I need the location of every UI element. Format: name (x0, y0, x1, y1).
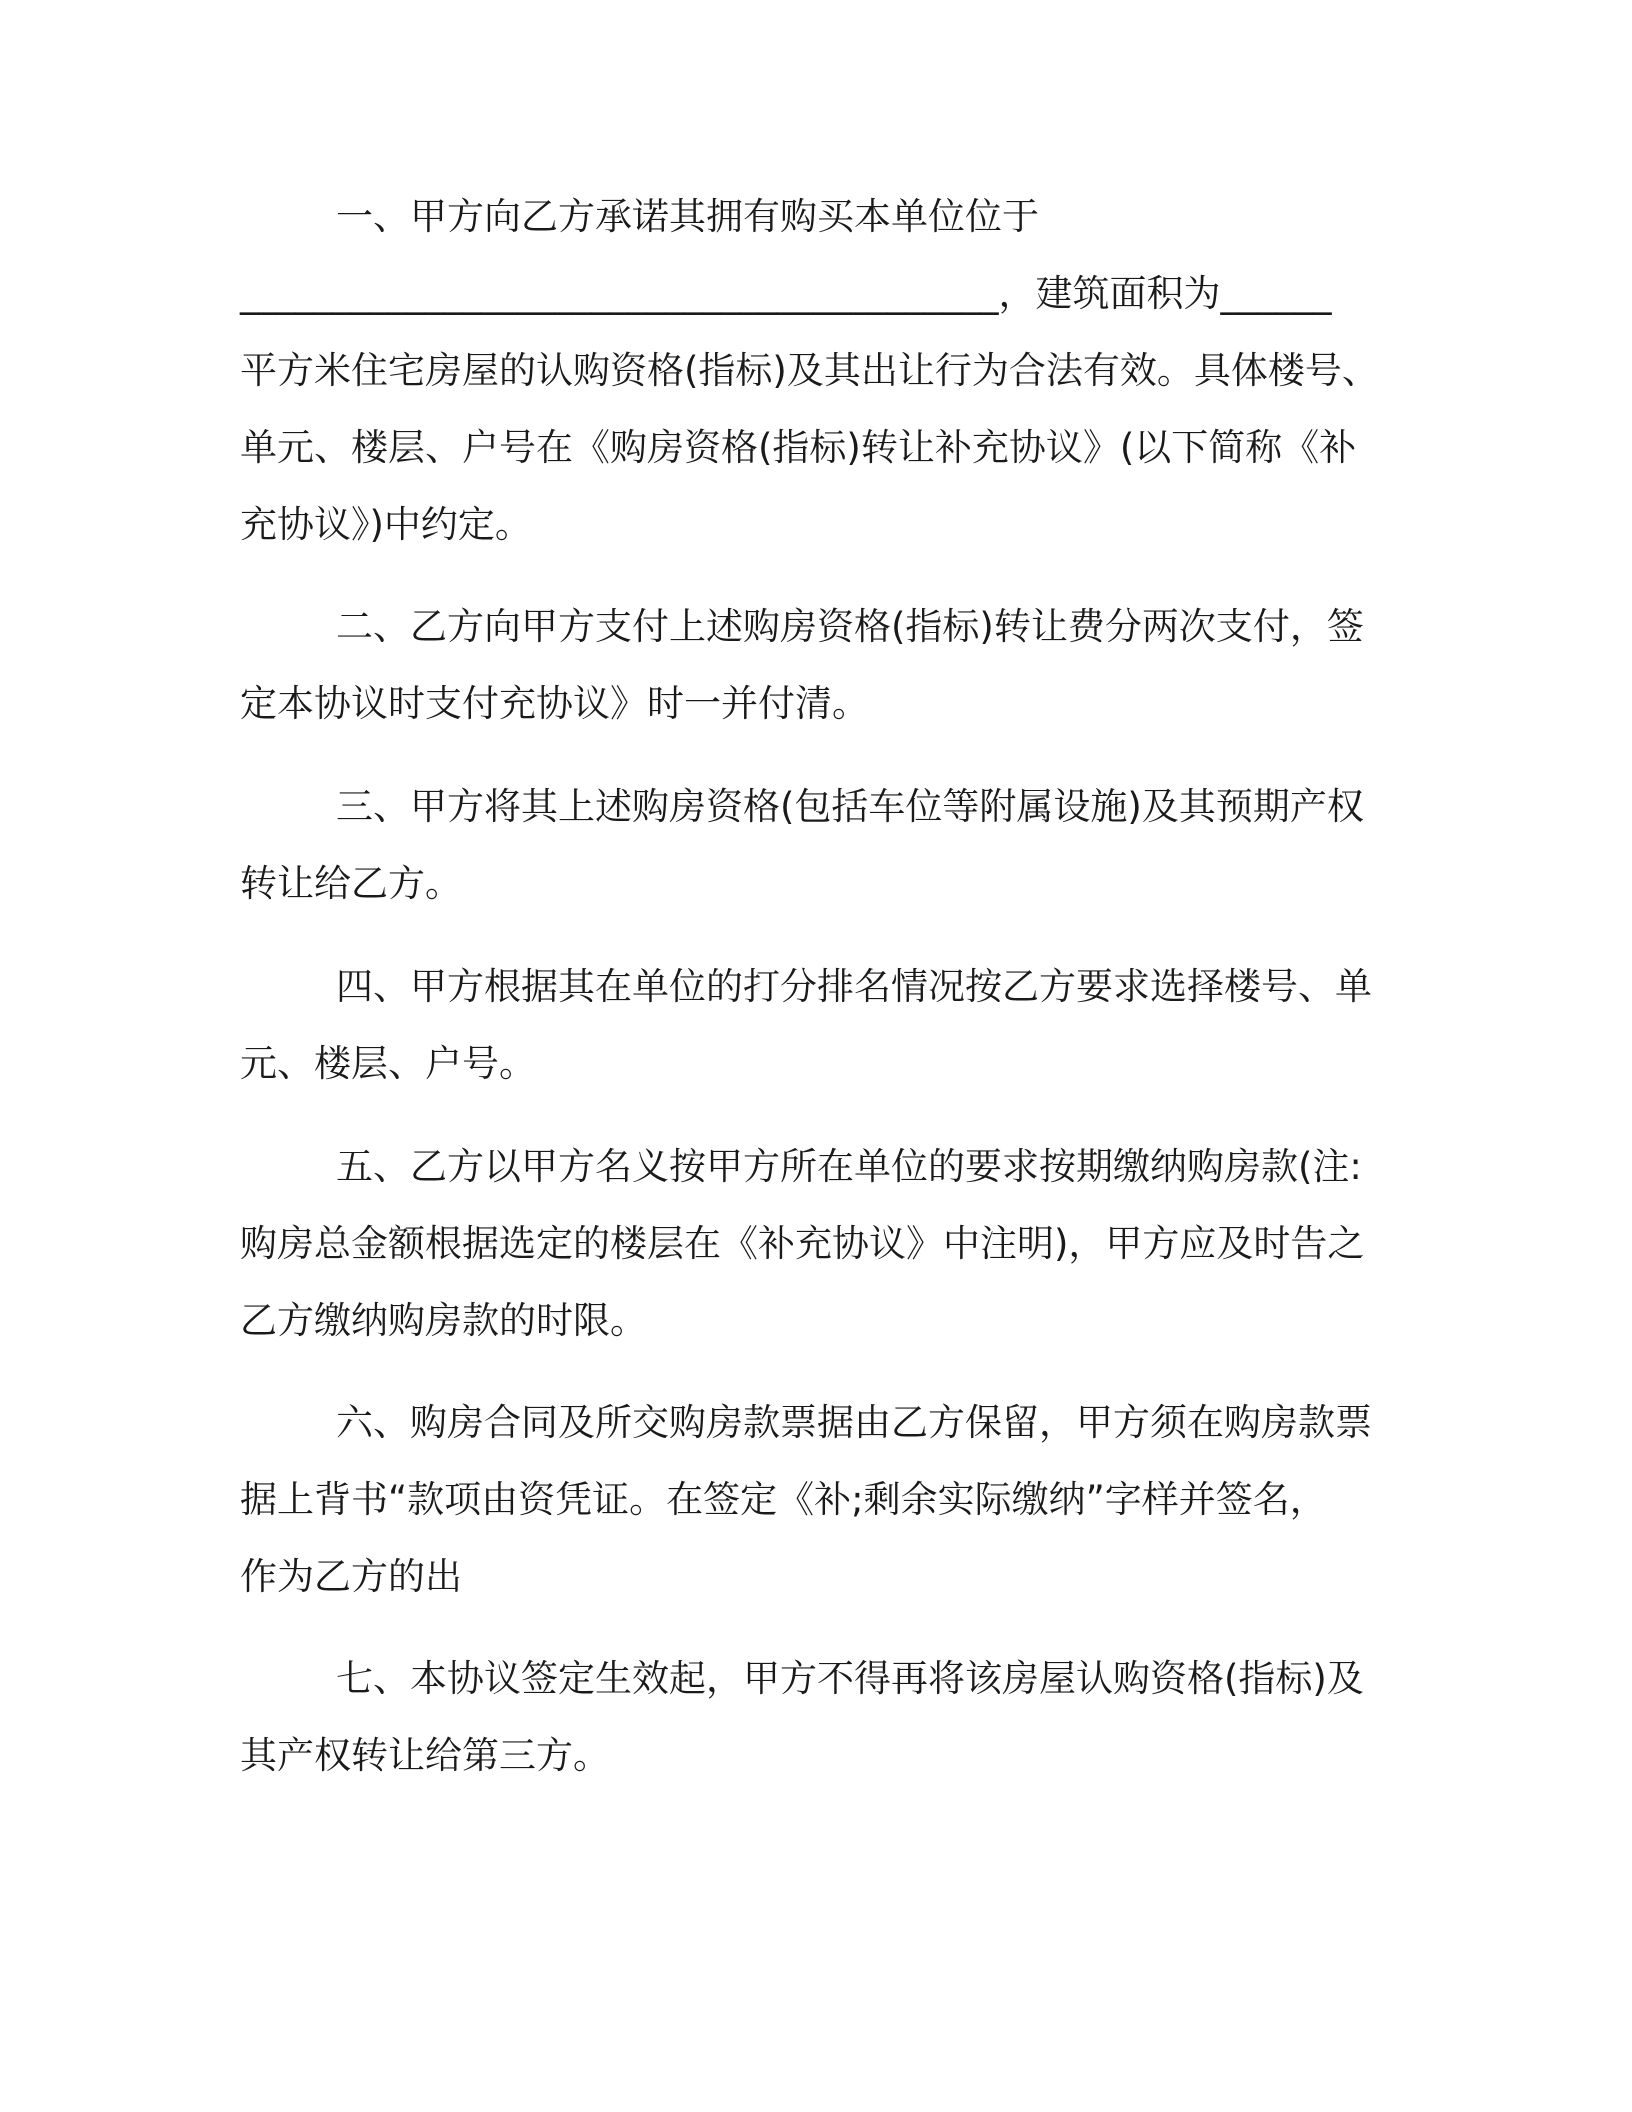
clause-5-line-3: 乙方缴纳购房款的时限。 (240, 1299, 647, 1342)
clause-5-line-2: 购房总金额根据选定的楼层在《补充协议》中注明)，甲方应及时告之 (240, 1222, 1365, 1265)
clause-4-line-1: 四、甲方根据其在单位的打分排名情况按乙方要求选择楼号、单 (336, 965, 1372, 1008)
clause-1-line-1: 一、甲方向乙方承诺其拥有购买本单位位于 (336, 195, 1039, 238)
clause-7-line-2: 其产权转让给第三方。 (240, 1734, 610, 1777)
clause-1-line-2: _________________________________________，建筑面积为______ (240, 272, 1332, 315)
clause-3 (240, 768, 1380, 922)
clause-5 (240, 1128, 1380, 1359)
clause-4 (240, 948, 1380, 1102)
clause-6-line-2: 据上背书“款项由资凭证。在签定《补;剩余实际缴纳”字样并签名， (240, 1478, 1327, 1521)
clause-7-line-1: 七、本协议签定生效起，甲方不得再将该房屋认购资格(指标)及 (336, 1657, 1364, 1700)
clause-3-line-2: 转让给乙方。 (240, 862, 462, 905)
clause-1-line-4: 单元、楼层、户号在《购房资格(指标)转让补充协议》(以下简称《补 (240, 426, 1357, 469)
clause-2 (240, 588, 1380, 742)
clause-5-line-1: 五、乙方以甲方名义按甲方所在单位的要求按期缴纳购房款(注: (336, 1145, 1362, 1188)
clause-2-line-2: 定本协议时支付充协议》时一并付清。 (240, 682, 869, 725)
clause-7 (240, 1640, 1380, 1794)
clause-1 (240, 178, 1380, 563)
clause-6-line-1: 六、购房合同及所交购房款票据由乙方保留，甲方须在购房款票 (336, 1401, 1372, 1444)
clause-6 (240, 1384, 1380, 1615)
clause-3-line-1: 三、甲方将其上述购房资格(包括车位等附属设施)及其预期产权 (336, 785, 1364, 828)
clause-4-line-2: 元、楼层、户号。 (240, 1042, 536, 1085)
clause-2-line-1: 二、乙方向甲方支付上述购房资格(指标)转让费分两次支付，签 (336, 605, 1364, 648)
clause-1-line-3: 平方米住宅房屋的认购资格(指标)及其出让行为合法有效。具体楼号、 (240, 349, 1379, 392)
clause-1-line-5: 充协议》)中约定。 (240, 503, 532, 546)
clause-6-line-3: 作为乙方的出 (240, 1555, 462, 1598)
